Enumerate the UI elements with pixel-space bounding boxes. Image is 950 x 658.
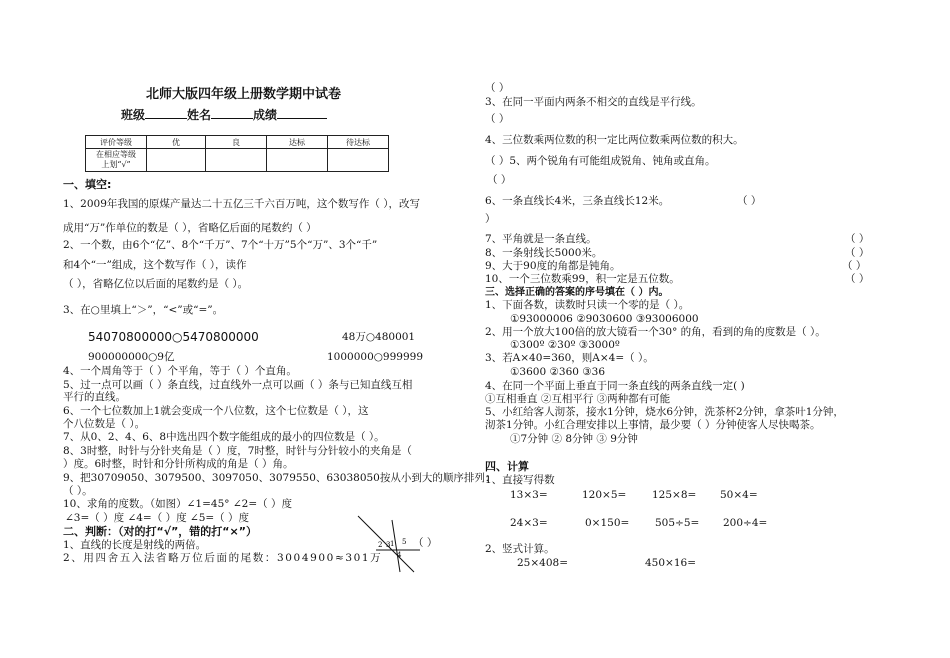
angle-figure (354, 514, 424, 576)
angle-label-3: 3 (386, 541, 391, 549)
grade-cell[interactable] (267, 149, 328, 172)
judge-1-answer[interactable]: （ ） (413, 537, 438, 549)
grade-table (85, 135, 389, 172)
q2-line2: 和4个“一”组成，这个数写作（ ），读作 (63, 259, 247, 271)
calc-item: 120×5= (582, 489, 627, 501)
judge-3: 3、在同一平面内两条不相交的直线是平行线。 (485, 96, 702, 108)
q3-heading: 3、在○里填上“＞”，“<”或“=”。 (63, 304, 224, 316)
class-blank[interactable] (145, 108, 187, 119)
judge-8: 8、一条射线长5000米。 (485, 247, 603, 259)
judge-2-answer[interactable]: （ ） (485, 82, 510, 94)
vertical-calc-item: 450×16= (645, 557, 696, 569)
choice-5-line1: 5、小红给客人沏茶，接水1分钟，烧水6分钟，洗茶杯2分钟，拿茶叶1分钟， (485, 406, 844, 418)
q4: 4、一个周角等于（ ）个平角，等于（ ）个直角。 (63, 365, 297, 377)
judge-4: 4、三位数乘两位数的积一定比两位数乘两位数的积大。 (485, 134, 744, 146)
judge-7: 7、平角就是一条直线。 (485, 233, 597, 245)
q8-line1: 8、3时整，时针与分针夹角是（ ）度，7时整，时针与分针较小的夹角是（ (63, 445, 412, 457)
q10-line1: 10、求角的度数。（如图）∠1=45° ∠2=（ ）度 (63, 498, 292, 510)
q5-line1: 5、过一点可以画（ ）条直线，过直线外一点可以画（ ）条与已知直线互相 (63, 379, 413, 391)
section-2-heading: 二、判断：（对的打“√”，错的打“×”） (63, 525, 257, 538)
q8-line2: ）度。6时整，时针和分针所构成的角是（ ）角。 (63, 458, 294, 470)
q9-line2: （ ）。 (63, 485, 93, 497)
compare-1-text: 54070800000○5470800000 (88, 330, 259, 344)
judge-10: 10、一个三位数乘99，积一定是五位数。 (485, 273, 680, 285)
judge-6-close: ） (485, 213, 496, 225)
judge-9: 9、大于90度的角都是钝角。 (485, 260, 621, 272)
calc-item: 24×3= (510, 517, 548, 529)
compare-4: 1000000○999999 (327, 351, 424, 363)
grade-cell[interactable] (328, 149, 389, 172)
choice-5-line2: 沏茶1分钟。小红合理安排以上事情，最少要（ ）分钟使客人尽快喝茶。 (485, 419, 821, 431)
compare-1 (88, 331, 259, 345)
q6-line1: 6、一个七位数加上1就会变成一个八位数，这个七位数是（ ），这 (63, 405, 369, 417)
section-1-heading: 一、填空: (63, 178, 112, 191)
calc-title: 1、直接写得数 (485, 474, 555, 486)
angle-label-5: 5 (402, 538, 407, 546)
section-4-heading: 四、计算 (485, 460, 529, 473)
score-blank[interactable] (277, 108, 327, 119)
choice-1: 1、下面各数，读数时只读一个零的是（ ）。 (485, 299, 690, 311)
grade-cell[interactable] (147, 149, 206, 172)
grade-row-label-1: 在相应等级 (96, 150, 136, 159)
grade-row-label (86, 149, 147, 172)
judge-8-answer[interactable]: （ ） (845, 247, 870, 259)
choice-1-options: ①93000006 ②9030600 ③93006000 (510, 313, 699, 325)
angle-label-1: 1 (390, 540, 395, 548)
judge-5: （ ）5、两个锐角有可能组成锐角、钝角或直角。 (485, 155, 716, 167)
grade-header: 良 (206, 136, 267, 149)
judge-10-answer[interactable]: （ ） (845, 273, 870, 285)
info-line (121, 108, 327, 122)
judge-9-answer[interactable]: （ ） (842, 260, 867, 272)
choice-2-options: ①300º ②30º ③3000º (510, 339, 620, 351)
choice-3: 3、若A×40=360，则A×4=（ ）。 (485, 352, 654, 364)
grade-row-label-2: 上划“√” (101, 160, 131, 169)
section-3-heading: 三、选择正确的答案的序号填在（ ）内。 (485, 287, 669, 298)
q1-line2: 成用“万”作单位的数是（ ），省略亿后面的尾数约（ ） (63, 222, 317, 234)
vertical-calc-item: 25×408= (517, 557, 568, 569)
grade-header: 评价等级 (86, 136, 147, 149)
vertical-calc-title: 2、竖式计算。 (485, 543, 555, 555)
page-title: 北师大版四年级上册数学期中试卷 (146, 87, 342, 102)
judge-2: 2、用四舍五入法省略万位后面的尾数：3004900≈301万 (63, 552, 383, 564)
name-blank[interactable] (211, 108, 253, 119)
choice-3-options: ①3600 ②360 ③36 (510, 366, 606, 378)
calc-item: 200÷4= (723, 517, 768, 529)
angle-label-2: 2 (378, 541, 383, 549)
score-label: 成绩 (253, 108, 278, 122)
q6-line2: 个八位数是（ ）。 (63, 418, 146, 430)
judge-7-answer[interactable]: （ ） (845, 233, 870, 245)
q1-line1: 1、2009年我国的原煤产量达二十五亿三千六百万吨，这个数写作（ ），改写 (63, 198, 420, 210)
grade-header: 待达标 (328, 136, 389, 149)
name-label: 姓名 (187, 108, 212, 122)
judge-1: 1、直线的长度是射线的两倍。 (63, 539, 207, 551)
choice-4: 4、在同一个平面上垂直于同一条直线的两条直线一定( ) (485, 380, 745, 392)
calc-item: 13×3= (510, 489, 548, 501)
class-label: 班级 (121, 108, 146, 122)
grade-cell[interactable] (206, 149, 267, 172)
calc-item: 125×8= (652, 489, 697, 501)
choice-4-options: ①互相垂直 ②互相平行 ③两种都有可能 (485, 393, 671, 405)
compare-2: 48万○480001 (342, 331, 416, 343)
grade-header: 达标 (267, 136, 328, 149)
q2-line1: 2、一个数，由6个“亿”、8个“千万”、7个“十万”5个“万”、3个“千” (63, 239, 378, 251)
compare-3: 900000000○9亿 (88, 351, 175, 363)
choice-2: 2、用一个放大100倍的放大镜看一个30° 的角，看到的角的度数是（ ）。 (485, 326, 826, 338)
calc-item: 50×4= (720, 489, 758, 501)
q9-line1: 9、把30709050、3079500、3097050、3079550、63038050按从小到大的顺序排列： (63, 472, 496, 484)
judge-3-answer[interactable]: （ ） (485, 113, 510, 125)
judge-6-answer[interactable]: （ ） (737, 195, 762, 207)
judge-5-answer[interactable]: （ ） (487, 174, 512, 186)
calc-item: 0×150= (585, 517, 630, 529)
angle-label-4: 4 (397, 551, 402, 559)
grade-header: 优 (147, 136, 206, 149)
calc-item: 505÷5= (655, 517, 700, 529)
judge-6: 6、一条直线长4米，三条直线长12米。 (485, 195, 670, 207)
q7: 7、从0、2、4、6、8中选出四个数字能组成的最小的四位数是（ ）。 (63, 431, 385, 443)
q2-line3: （ ），省略亿位以后面的尾数约是（ ）。 (63, 278, 249, 290)
choice-5-options: ①7分钟 ② 8分钟 ③ 9分钟 (510, 433, 638, 445)
q10-line2: ∠3=（ ）度 ∠4=（ ）度 ∠5=（ ）度 (65, 512, 250, 524)
q5-line2: 平行的直线。 (63, 391, 126, 403)
